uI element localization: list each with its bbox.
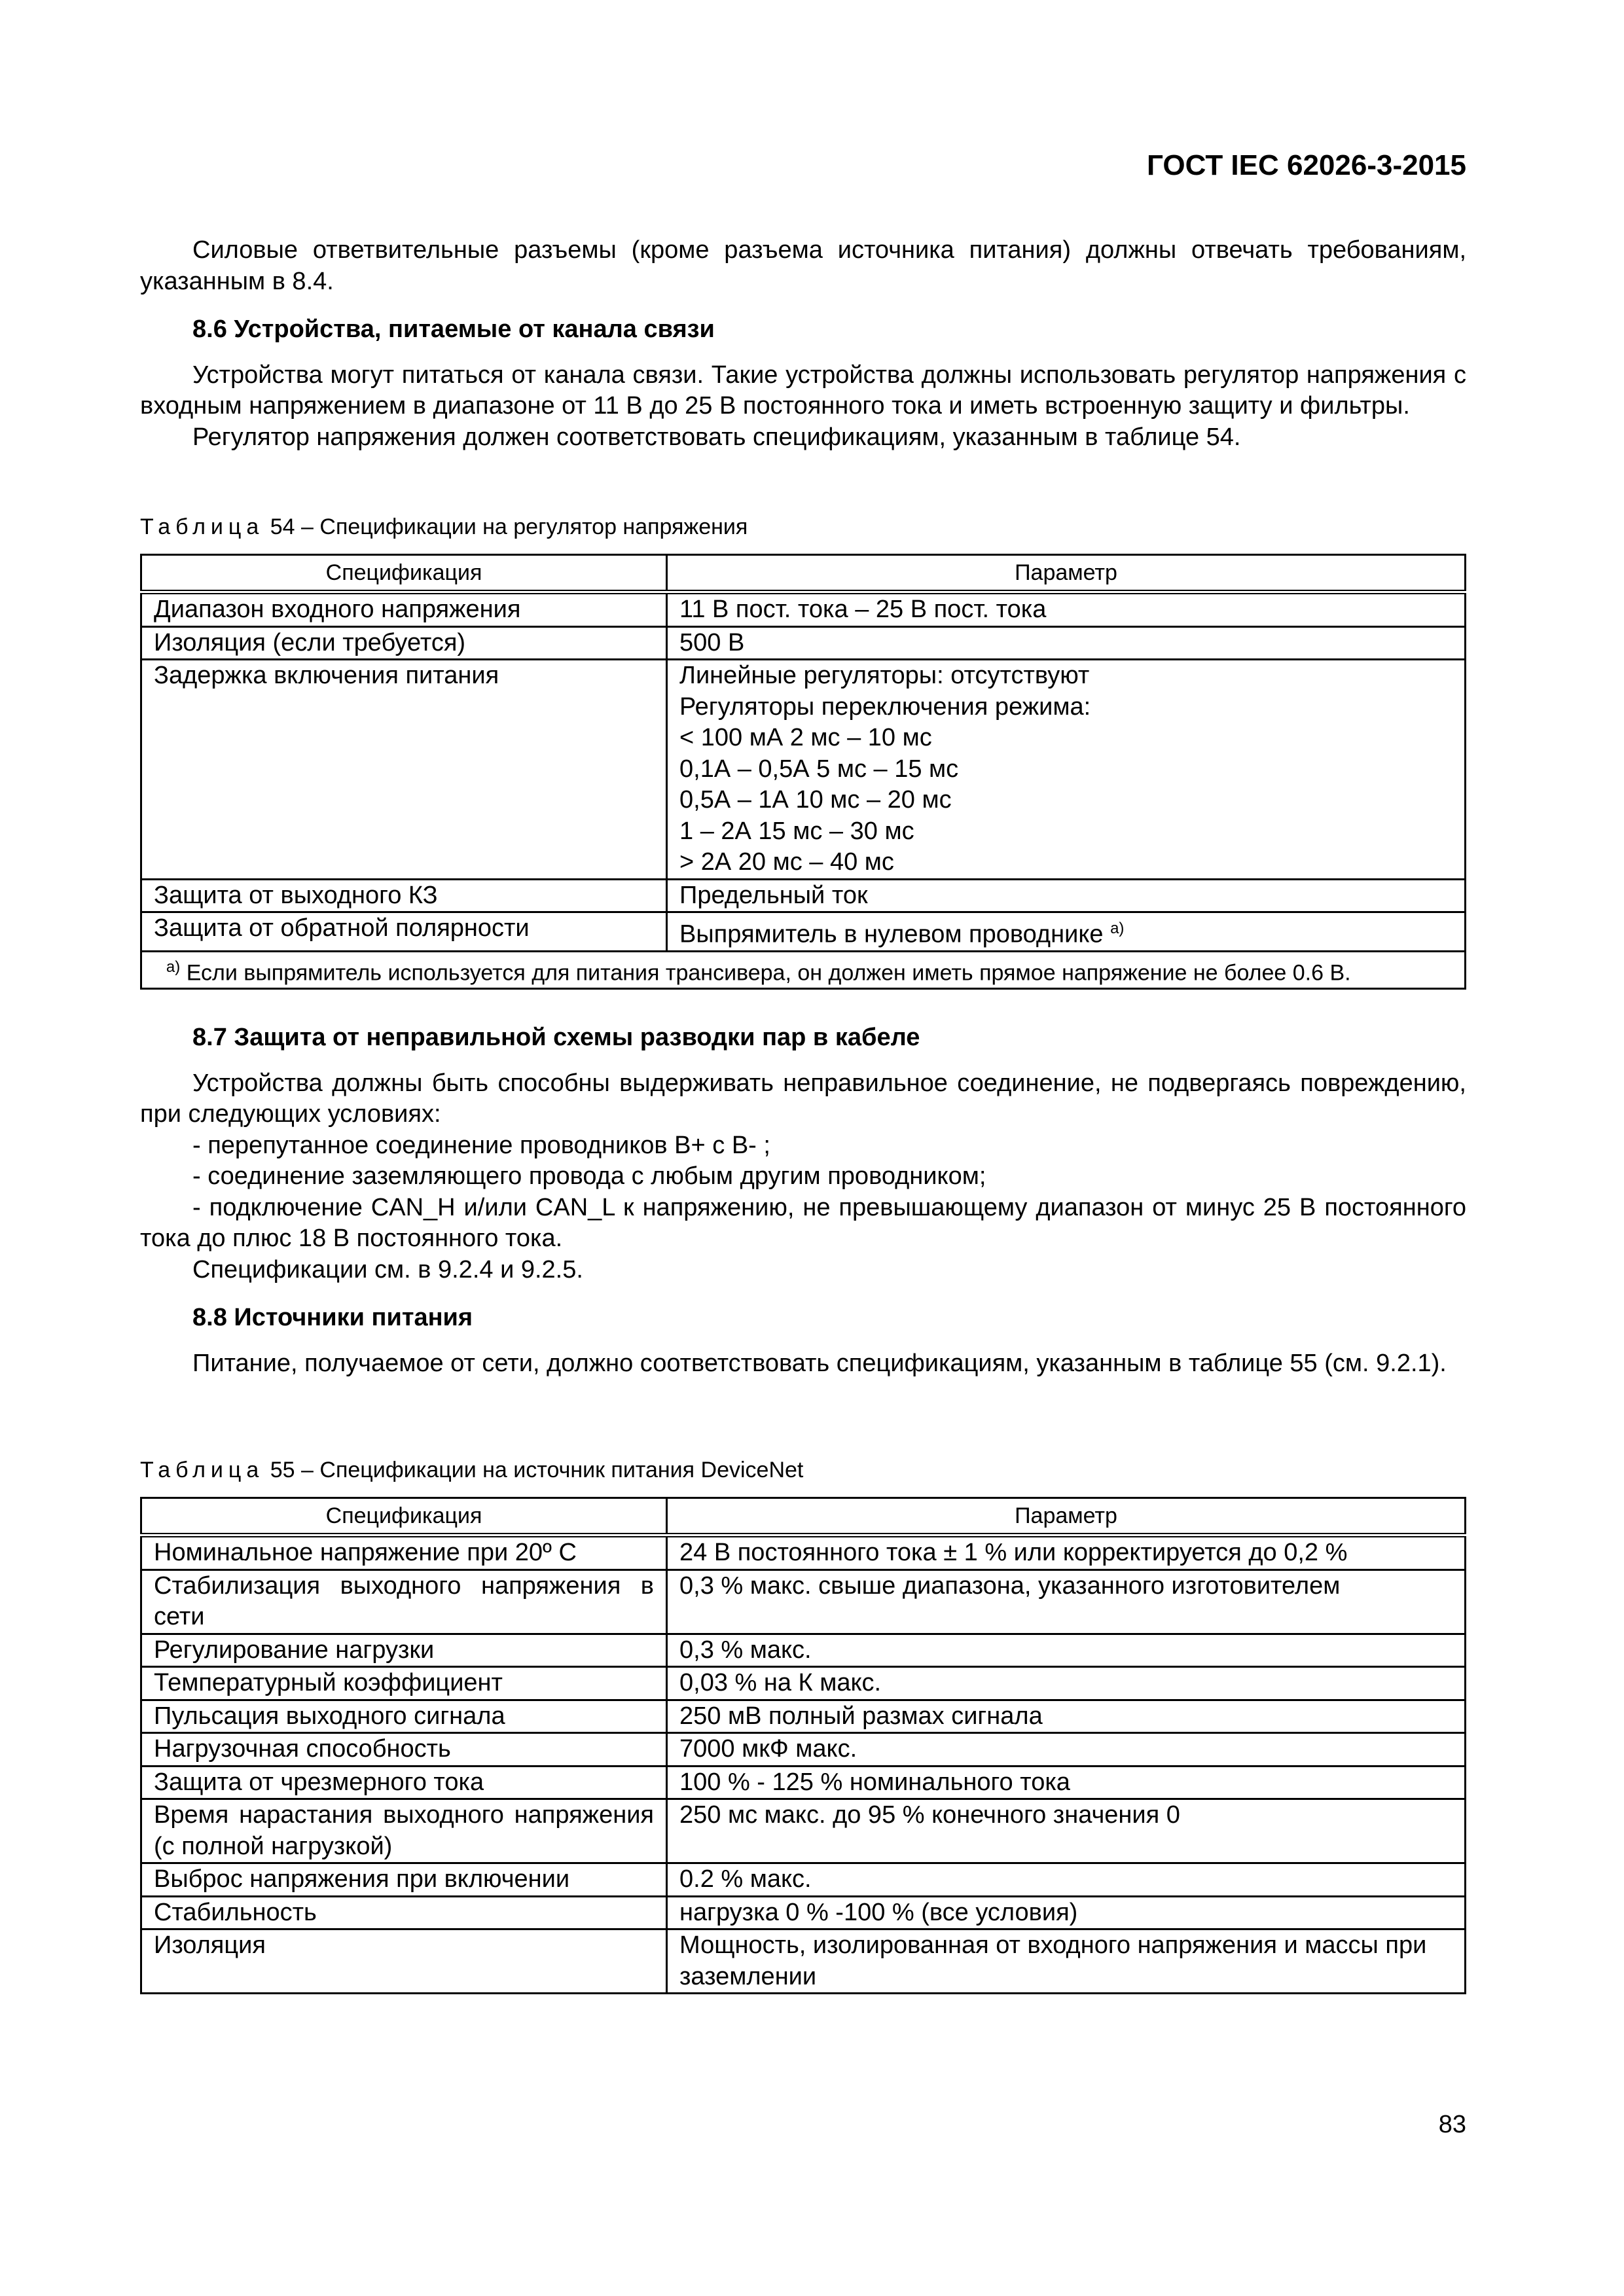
section-heading-8-7: 8.7 Защита от неправильной схемы разводки пар в кабеле — [192, 1024, 920, 1051]
table-header-row — [141, 555, 1466, 592]
table-row — [141, 1929, 1466, 1994]
section-heading-8-8: 8.8 Источники питания — [192, 1304, 473, 1331]
cell: Номинальное напряжение при 20º С — [141, 1535, 667, 1570]
cell: 0,3 % макс. свыше диапазона, указанного изготовителем — [667, 1570, 1466, 1634]
cell: Стабилизация выходного напряжения в сети — [141, 1570, 667, 1634]
cell: 0,03 % на К макс. — [667, 1667, 1466, 1700]
cell: Нагрузочная способность — [141, 1733, 667, 1767]
paragraph: Питание, получаемое от сети, должно соответствовать спецификациям, указанным в таблице 55 (см. 9.2.1). — [192, 1349, 1447, 1377]
cell: 250 мВ полный размах сигнала — [667, 1700, 1466, 1733]
table-row — [141, 1700, 1466, 1733]
cell: Выброс напряжения при включении — [141, 1863, 667, 1897]
cell: Время нарастания выходного напряжения (с полной нагрузкой) — [141, 1799, 667, 1863]
footnote — [141, 952, 1466, 989]
table-55 — [140, 1497, 1466, 1994]
list-item: - подключение CAN_H и/или CAN_L к напряжению, не превышающему диапазон от минус 25 В постоянного тока до плюс 18 В постоянного тока. — [140, 1193, 1466, 1252]
table-row — [141, 1634, 1466, 1667]
footnote-row — [141, 952, 1466, 989]
cell: Изоляция — [141, 1929, 667, 1994]
cell: 7000 мкФ макс. — [667, 1733, 1466, 1767]
table-54-caption — [140, 514, 1466, 540]
cell-text: Выпрямитель в нулевом проводнике — [679, 920, 1104, 948]
cell: Защита от выходного КЗ — [141, 879, 667, 912]
section-heading-8-6: 8.6 Устройства, питаемые от канала связи — [192, 315, 715, 343]
column-header: Параметр — [667, 555, 1466, 592]
cell: Задержка включения питания — [141, 660, 667, 880]
list-item: - перепутанное соединение проводников В+ с В- ; — [192, 1131, 770, 1159]
column-header: Спецификация — [141, 1498, 667, 1535]
table-row — [141, 1570, 1466, 1634]
caption-text: 54 – Спецификации на регулятор напряжения — [270, 514, 748, 539]
paragraph: Устройства могут питаться от канала связи. Такие устройства должны использовать регулятор напряжения с входным напряжением в диапазоне от 11 В до 25 В постоянного тока и иметь встроенную защиту и фильтры. — [140, 361, 1466, 420]
paragraph: Спецификации см. в 9.2.4 и 9.2.5. — [192, 1255, 583, 1283]
paragraph: Регулятор напряжения должен соответствовать спецификациям, указанным в таблице 54. — [192, 423, 1241, 451]
table-row — [141, 1863, 1466, 1897]
table-row — [141, 626, 1466, 660]
table-row — [141, 1535, 1466, 1570]
cell: 500 В — [667, 626, 1466, 660]
cell: Линейные регуляторы: отсутствуют Регуляторы переключения режима: < 100 мА 2 мс – 10 мс 0,1А – 0,5А 5 мс – 15 мс 0,5А – 1А 10 мс – 20 мс 1 – 2А 15 мс – 30 мс > 2А 20 мс – 40 мс — [667, 660, 1466, 880]
cell: 100 % - 125 % номинального тока — [667, 1766, 1466, 1799]
table-header-row — [141, 1498, 1466, 1535]
table-row — [141, 1766, 1466, 1799]
cell: Предельный ток — [667, 879, 1466, 912]
table-row — [141, 592, 1466, 627]
cell — [667, 912, 1466, 952]
section-8-7-block — [140, 1022, 1466, 1379]
table-row — [141, 1667, 1466, 1700]
cell: Мощность, изолированная от входного напряжения и массы при заземлении — [667, 1929, 1466, 1994]
caption-prefix: Таблица — [140, 514, 264, 539]
table-row — [141, 1733, 1466, 1767]
page-number: 83 — [1438, 2111, 1466, 2138]
intro-paragraph: Силовые ответвительные разъемы (кроме разъема источника питания) должны отвечать требованиям, указанным в 8.4. — [140, 236, 1466, 295]
table-row — [141, 660, 1466, 880]
cell: 0.2 % макс. — [667, 1863, 1466, 1897]
table-row — [141, 1799, 1466, 1863]
cell: 0,3 % макс. — [667, 1634, 1466, 1667]
cell: 11 В пост. тока – 25 В пост. тока — [667, 592, 1466, 627]
cell: Диапазон входного напряжения — [141, 592, 667, 627]
cell: Пульсация выходного сигнала — [141, 1700, 667, 1733]
caption-prefix: Таблица — [140, 1458, 264, 1482]
cell: Изоляция (если требуется) — [141, 626, 667, 660]
cell: Температурный коэффициент — [141, 1667, 667, 1700]
cell: 250 мс макс. до 95 % конечного значения 0 — [667, 1799, 1466, 1863]
footnote-text: Если выпрямитель используется для питания трансивера, он должен иметь прямое напряжение не более 0.6 В. — [186, 960, 1351, 986]
cell: Защита от обратной полярности — [141, 912, 667, 952]
cell: Стабильность — [141, 1896, 667, 1929]
footnote-mark: а) — [166, 958, 181, 977]
table-row — [141, 1896, 1466, 1929]
cell: Защита от чрезмерного тока — [141, 1766, 667, 1799]
cell: нагрузка 0 % -100 % (все условия) — [667, 1896, 1466, 1929]
table-55-caption — [140, 1457, 1466, 1483]
cell: Регулирование нагрузки — [141, 1634, 667, 1667]
column-header: Параметр — [667, 1498, 1466, 1535]
cell: 24 В постоянного тока ± 1 % или корректируется до 0,2 % — [667, 1535, 1466, 1570]
section-8-6-block — [140, 235, 1466, 453]
paragraph: Устройства должны быть способны выдерживать неправильное соединение, не подвергаясь повреждению, при следующих условиях: — [140, 1069, 1466, 1128]
column-header: Спецификация — [141, 555, 667, 592]
list-item: - соединение заземляющего провода с любым другим проводником; — [192, 1162, 986, 1190]
table-row — [141, 879, 1466, 912]
table-54 — [140, 554, 1466, 990]
document-header: ГОСТ IEC 62026-3-2015 — [1147, 149, 1466, 181]
footnote-mark: а) — [1110, 920, 1125, 937]
table-row — [141, 912, 1466, 952]
caption-text: 55 – Спецификации на источник питания DeviceNet — [270, 1458, 804, 1482]
